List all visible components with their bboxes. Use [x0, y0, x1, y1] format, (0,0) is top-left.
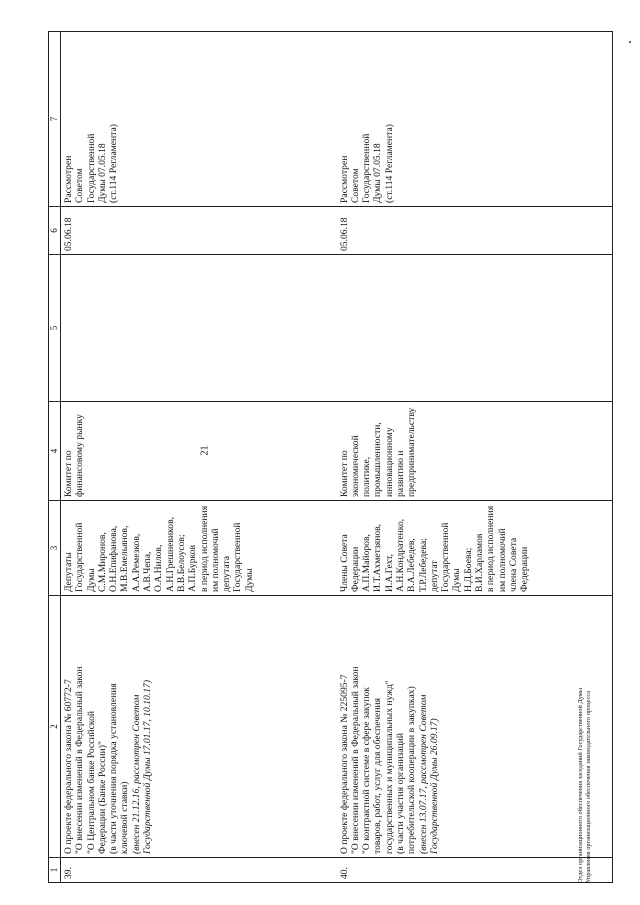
- initiators-line: А.А.Ремезков,: [130, 533, 142, 592]
- initiators-line: им полномочий: [209, 528, 221, 592]
- date-cell: 05.06.18: [337, 207, 613, 255]
- row-number: 39.: [61, 858, 337, 883]
- initiators-line: А.П.Бурков: [187, 544, 199, 592]
- status-note-line: Рассмотрен: [338, 155, 350, 203]
- bill-title-line: государственных и муниципальных нужд": [383, 680, 395, 854]
- bill-title-line: (в части участия организаций: [394, 733, 406, 854]
- bill-submission-note: (внесен 21.12.16, рассмотрен Советом: [130, 694, 142, 854]
- col-header-7: 7: [49, 32, 61, 207]
- initiators-line: Государственной: [74, 522, 86, 592]
- status-note-line: (ст.114 Регламента): [108, 124, 120, 203]
- bill-title-line: О проекте федерального закона № 60772-7: [63, 679, 74, 854]
- bill-title-line: "О Центральном банке Российской: [85, 710, 97, 854]
- responsible-committee-line: инновационному: [383, 427, 395, 497]
- responsible-committee-line: промышленности,: [372, 422, 384, 497]
- speck-mark: [629, 41, 631, 43]
- col-header-6: 6: [49, 207, 61, 255]
- initiators-line: О.Н.Епифанова,: [108, 525, 120, 592]
- responsible-committee-line: Комитет по: [63, 450, 74, 497]
- table-row: [61, 32, 337, 883]
- responsible-committee-line: Комитет по: [338, 450, 350, 497]
- initiators-line: В.В.Белоусов;: [175, 534, 187, 592]
- initiators-line: Думы: [451, 568, 463, 592]
- initiators-line: Н.Д.Боева;: [462, 547, 474, 592]
- agenda-table-wrapper: [48, 32, 613, 883]
- bill-submission-note: (внесен 13.07.17, рассмотрен Советом: [417, 694, 429, 854]
- header-row: [49, 32, 61, 883]
- column-5-cell: [61, 255, 337, 402]
- bill-title: [337, 596, 613, 858]
- initiators-line: Депутаты: [63, 552, 74, 592]
- date-cell: 05.06.18: [61, 207, 337, 255]
- responsible-committee-line: финансовому рынку: [74, 414, 86, 497]
- initiators-line: И.Т.Ахметзянов,: [372, 523, 384, 592]
- responsible-committee-line: развитию и: [394, 450, 406, 497]
- initiators-line: Государственной: [232, 522, 244, 592]
- bill-title: [61, 596, 337, 858]
- responsible-committee-line: политике,: [361, 456, 373, 497]
- initiators-line: депутата: [221, 556, 233, 592]
- initiators-line: им полномочий: [496, 528, 508, 592]
- footer: [577, 613, 592, 883]
- status-note: [337, 32, 613, 207]
- status-note-line: Думы 07.05.18: [372, 143, 384, 203]
- responsible-committee-line: экономической: [349, 435, 361, 497]
- table-body: [61, 32, 613, 883]
- initiators-line: В.А.Лебедев,: [406, 538, 418, 592]
- agenda-table: [48, 31, 613, 883]
- bill-title-line: "О контрактной системе в сфере закупок: [361, 687, 373, 854]
- col-header-2: 2: [49, 596, 61, 858]
- bill-submission-note: Государственной Думы 26.09.17): [428, 718, 440, 854]
- initiators-line: И.А.Гехт,: [383, 553, 395, 592]
- column-5-cell: [337, 255, 613, 402]
- initiators-line: депутат: [428, 560, 440, 592]
- initiators-line: Государственной: [440, 522, 452, 592]
- initiators-line: О.А.Нилов,: [153, 544, 165, 592]
- col-header-3: 3: [49, 501, 61, 596]
- initiators-line: А.В.Чепа,: [142, 551, 154, 592]
- table-row: [337, 32, 613, 883]
- page-number: 21: [199, 445, 211, 456]
- initiators-line: А.П.Майоров,: [361, 534, 373, 592]
- initiators-line: члена Совета: [507, 537, 519, 592]
- bill-title-line: ключевой ставки): [119, 781, 131, 854]
- bill-title-line: товаров, работ, услуг для обеспечения: [372, 698, 384, 854]
- responsible-committee: [61, 402, 337, 501]
- status-note-line: Государственной: [85, 133, 97, 203]
- initiators-line: в период исполнения: [485, 505, 497, 592]
- initiators: [337, 501, 613, 596]
- responsible-committee-line: предпринимательству: [406, 407, 418, 497]
- col-header-5: 5: [49, 255, 61, 402]
- initiators-line: Т.Р.Лебедева;: [417, 538, 429, 592]
- status-note-line: Рассмотрен: [63, 155, 74, 203]
- footer-line-1: Отдел организационного обеспечения заседаний Государственной Думы: [577, 688, 584, 883]
- col-header-1: 1: [49, 858, 61, 883]
- status-note-line: Советом: [349, 168, 361, 203]
- status-note-line: Советом: [74, 168, 86, 203]
- bill-title-line: Федерации (Банке России)": [96, 741, 108, 854]
- col-header-4: 4: [49, 402, 61, 501]
- initiators-line: Федерации: [519, 546, 531, 592]
- initiators-line: М.В.Емельянов,: [119, 525, 131, 592]
- bill-title-line: "О внесении изменений в Федеральный закон: [74, 666, 86, 854]
- status-note-line: Государственной: [361, 133, 373, 203]
- bill-title-line: О проекте федерального закона № 225095-7: [338, 674, 350, 854]
- initiators-line: С.М.Миронов,: [96, 532, 108, 592]
- bill-title-line: (в части уточнения порядка установления: [108, 683, 120, 854]
- initiators-line: в период исполнения: [198, 505, 210, 592]
- initiators: [61, 501, 337, 596]
- bill-title-line: "О внесении изменений в Федеральный закон: [349, 666, 361, 854]
- initiators-line: А.Н.Кондратенко,: [394, 518, 406, 592]
- responsible-committee: [337, 402, 613, 501]
- initiators-line: Федерации: [349, 546, 361, 592]
- initiators-line: Члены Совета: [338, 534, 350, 592]
- status-note-line: Думы 07.05.18: [96, 143, 108, 203]
- footer-line-2: Управления организационного обеспечения законодательного процесса: [584, 690, 592, 883]
- bill-submission-note: Государственной Думы 17.01.17, 10.10.17): [142, 679, 154, 854]
- initiators-line: Думы: [243, 568, 255, 592]
- initiators-line: А.Н.Грешневиков,: [164, 517, 176, 592]
- bill-title-line: потребительской кооперации в закупках): [406, 686, 418, 854]
- status-note-line: (ст.114 Регламента): [383, 124, 395, 203]
- initiators-line: Думы: [85, 568, 97, 592]
- row-number: 40.: [337, 858, 613, 883]
- initiators-line: В.И.Харламов: [474, 533, 486, 592]
- status-note: [61, 32, 337, 207]
